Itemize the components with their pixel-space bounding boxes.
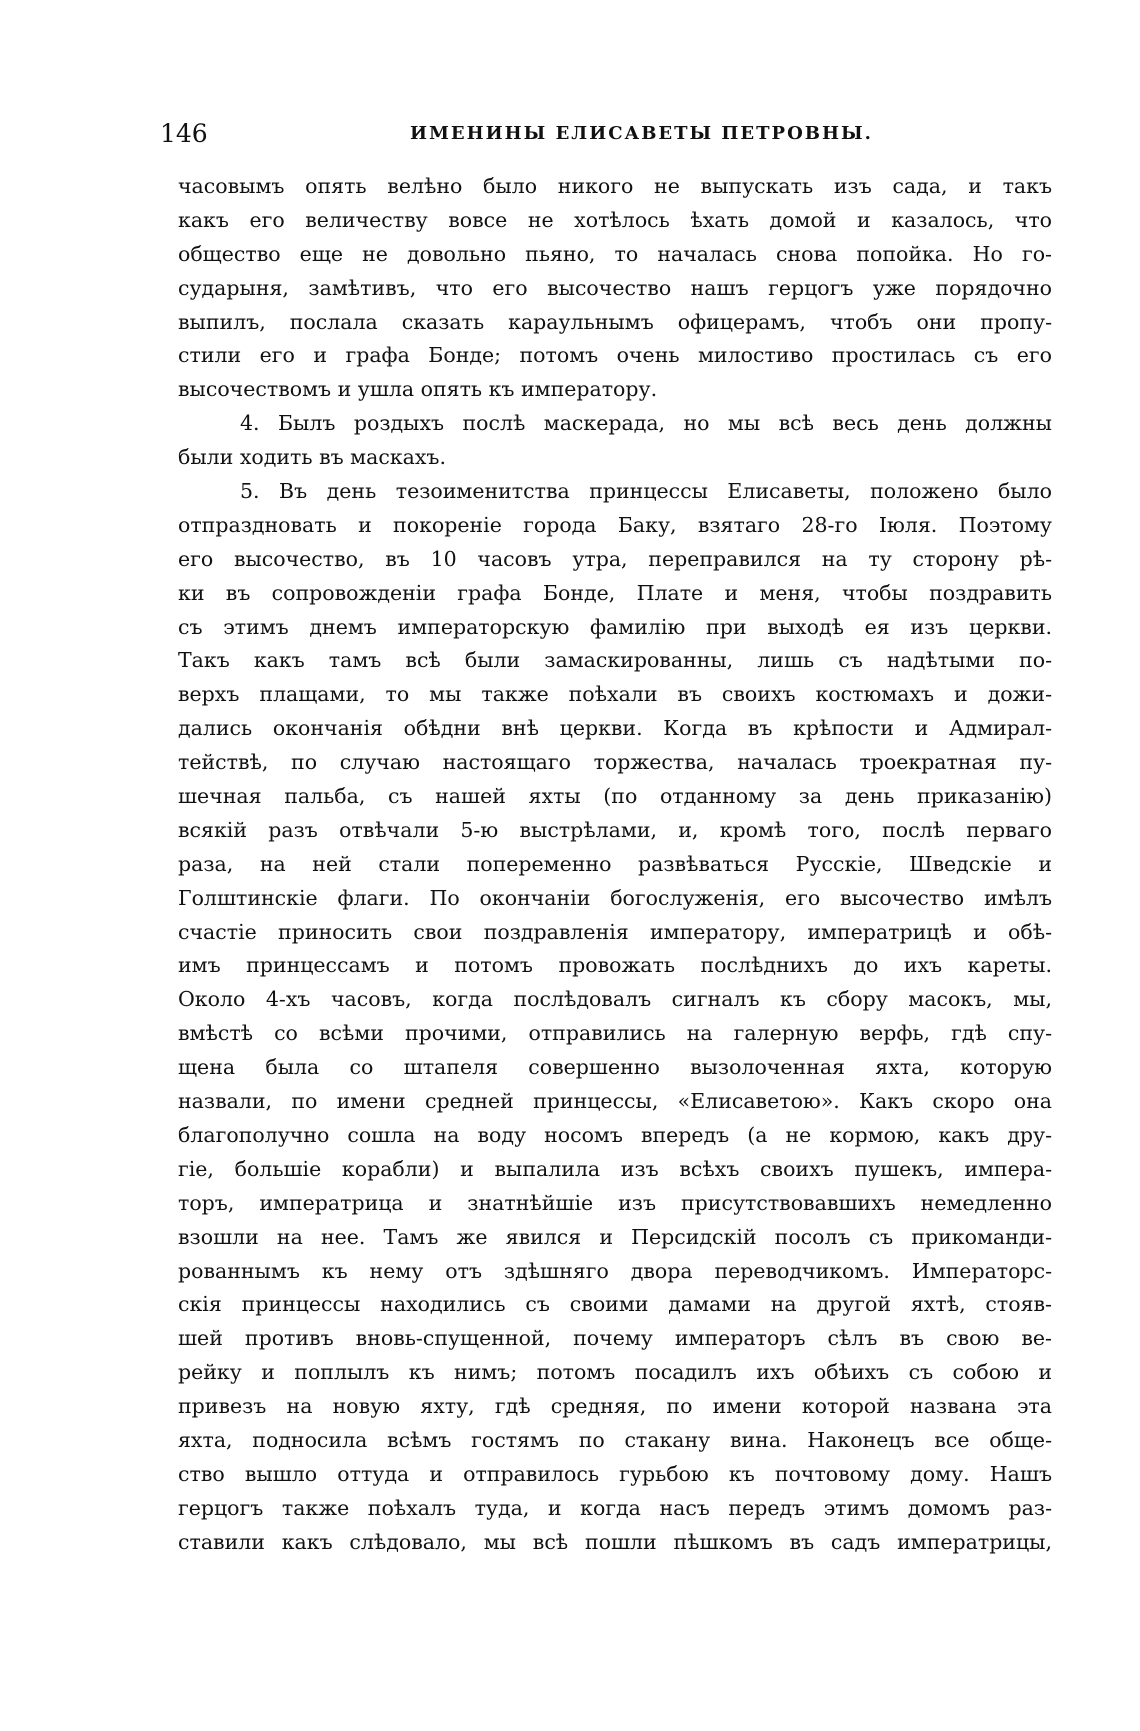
text-line: герцогъ также поѣхалъ туда, и когда насъ передъ этимъ домомъ раз- <box>178 1495 1052 1520</box>
text-line: Такъ какъ тамъ всѣ были замаскированны, лишь съ надѣтыми по- <box>178 648 1052 673</box>
body-text <box>178 170 1052 1560</box>
text-line: раза, на ней стали попеременно развѣваться Русскіе, Шведскіе и <box>178 851 1052 876</box>
text-line: ставили какъ слѣдовало, мы всѣ пошли пѣшкомъ въ садъ императрицы, <box>178 1529 1052 1554</box>
text-line: тействѣ, по случаю настоящаго торжества, началась троекратная пу- <box>178 750 1052 775</box>
text-line: его высочество, въ 10 часовъ утра, переправился на ту сторону рѣ- <box>178 546 1052 571</box>
text-line: шей противъ вновь-спущенной, почему императоръ сѣлъ въ свою ве- <box>178 1326 1052 1351</box>
text-line: счастіе приносить свои поздравленія императору, императрицѣ и обѣ- <box>178 919 1052 944</box>
text-line: дались окончанія обѣдни внѣ церкви. Когда въ крѣпости и Адмирал- <box>178 716 1052 741</box>
text-line: имъ принцессамъ и потомъ провожать послѣднихъ до ихъ кареты. <box>178 953 1052 978</box>
running-head <box>160 116 1060 152</box>
text-line: ки въ сопровожденіи графа Бонде, Плате и меня, чтобы поздравить <box>178 580 1052 605</box>
text-line: яхта, подносила всѣмъ гостямъ по стакану вина. Наконецъ все обще- <box>178 1427 1052 1452</box>
text-line: Около 4-хъ часовъ, когда послѣдовалъ сигналъ къ сбору масокъ, мы, <box>178 987 1052 1012</box>
text-line: высочествомъ и ушла опять къ императору. <box>178 377 658 402</box>
text-line: стили его и графа Бонде; потомъ очень милостиво простилась съ его <box>178 343 1052 368</box>
text-line: щена была со штапеля совершенно вызолоченная яхта, которую <box>178 1055 1052 1080</box>
text-line: какъ его величеству вовсе не хотѣлось ѣхать домой и казалось, что <box>178 207 1052 232</box>
text-line: 4. Былъ роздыхъ послѣ маскерада, но мы всѣ весь день должны <box>240 411 1052 436</box>
text-line: благополучно сошла на воду носомъ впередъ (а не кормою, какъ дру- <box>178 1122 1052 1147</box>
text-line: 5. Въ день тезоименитства принцессы Елисаветы, положено было <box>240 479 1052 504</box>
text-line: сударыня, замѣтивъ, что его высочество нашъ герцогъ уже порядочно <box>178 275 1052 300</box>
running-title: ИМЕНИНЫ ЕЛИСАВЕТЫ ПЕТРОВНЫ. <box>410 123 873 144</box>
text-line: съ этимъ днемъ императорскую фамилію при выходѣ ея изъ церкви. <box>178 614 1052 639</box>
text-line: Голштинскіе флаги. По окончаніи богослуженія, его высочество имѣлъ <box>178 885 1052 910</box>
text-line: всякій разъ отвѣчали 5-ю выстрѣлами, и, кромѣ того, послѣ перваго <box>178 817 1052 842</box>
text-line: часовымъ опять велѣно было никого не выпускать изъ сада, и такъ <box>178 174 1052 198</box>
text-line: верхъ плащами, то мы также поѣхали въ своихъ костюмахъ и дожи- <box>178 682 1052 707</box>
text-line: рованнымъ къ нему отъ здѣшняго двора переводчикомъ. Императорс- <box>178 1258 1052 1283</box>
text-line: выпилъ, послала сказать караульнымъ офицерамъ, чтобъ они пропу- <box>178 309 1052 334</box>
text-line: назвали, по имени средней принцессы, «Елисаветою». Какъ скоро она <box>178 1089 1052 1114</box>
text-line: привезъ на новую яхту, гдѣ средняя, по имени которой названа эта <box>178 1394 1052 1419</box>
text-line: торъ, императрица и знатнѣйшіе изъ присутствовавшихъ немедленно <box>178 1190 1052 1215</box>
text-line: гіе, большіе корабли) и выпалила изъ всѣхъ своихъ пушекъ, импера- <box>178 1156 1052 1181</box>
text-line: ство вышло оттуда и отправилось гурьбою къ почтовому дому. Нашъ <box>178 1461 1052 1486</box>
text-line: отпраздновать и покореніе города Баку, взятаго 28-го Іюля. Поэтому <box>178 512 1052 537</box>
text-line: скія принцессы находились съ своими дамами на другой яхтѣ, стояв- <box>178 1292 1052 1317</box>
text-line: общество еще не довольно пьяно, то началась снова попойка. Но го- <box>178 241 1052 266</box>
text-line: рейку и поплылъ къ нимъ; потомъ посадилъ ихъ обѣихъ съ собою и <box>178 1360 1052 1385</box>
text-line: шечная пальба, съ нашей яхты (по отданному за день приказанію) <box>178 784 1052 809</box>
page-number: 146 <box>160 119 208 148</box>
text-line: взошли на нее. Тамъ же явился и Персидскій посолъ съ прикоманди- <box>178 1224 1052 1249</box>
text-line: вмѣстѣ со всѣми прочими, отправились на галерную верфь, гдѣ спу- <box>178 1021 1052 1046</box>
text-line: были ходить въ маскахъ. <box>178 445 446 470</box>
